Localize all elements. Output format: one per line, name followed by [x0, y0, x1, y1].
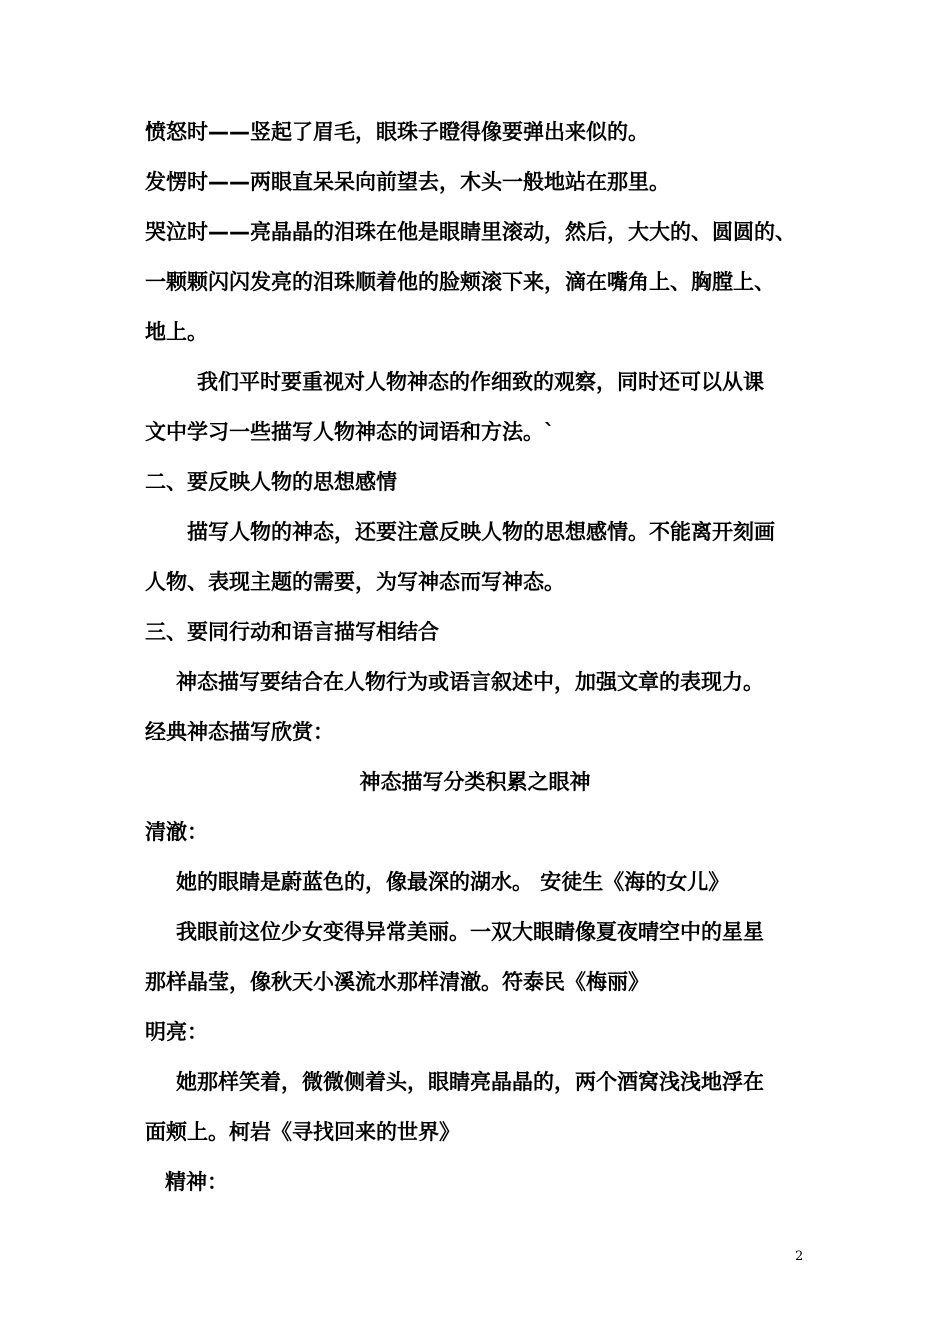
quote-meili: 我眼前这位少女变得异常美丽。一双大眼睛像夏夜晴空中的星星 — [176, 920, 764, 944]
quote-keyan: 她那样笑着，微微侧着头，眼睛亮晶晶的，两个酒窝浅浅地浮在 — [176, 1070, 764, 1094]
quote-meili-cont: 那样晶莹，像秋天小溪流水那样清澈。符泰民《梅丽》 — [145, 970, 649, 994]
category-bright: 明亮： — [145, 1020, 208, 1044]
paragraph-feelings: 描写人物的神态，还要注意反映人物的思想感情。不能离开刻画 — [187, 520, 775, 544]
text-line-anger: 愤怒时——竖起了眉毛，眼珠子瞪得像要弹出来似的。 — [145, 120, 649, 144]
text-line-stunned: 发愣时——两眼直呆呆向前望去，木头一般地站在那里。 — [145, 170, 670, 194]
paragraph-observe-cont: 文中学习一些描写人物神态的词语和方法。` — [145, 420, 555, 444]
paragraph-feelings-cont: 人物、表现主题的需要，为写神态而写神态。 — [145, 570, 565, 594]
quote-keyan-cont: 面颊上。柯岩《寻找回来的世界》 — [145, 1120, 460, 1144]
centered-title: 神态描写分类积累之眼神 — [359, 770, 591, 794]
page-number: 2 — [795, 1249, 804, 1264]
category-clear: 清澈： — [145, 820, 208, 844]
text-line-crying-end: 地上。 — [145, 320, 208, 344]
category-spirited: 精神： — [165, 1170, 228, 1194]
text-line-crying-cont: 一颗颗闪闪发亮的泪珠顺着他的脸颊滚下来，滴在嘴角上、胸膛上、 — [145, 270, 775, 294]
paragraph-observe: 我们平时要重视对人物神态的作细致的观察，同时还可以从课 — [197, 370, 764, 394]
paragraph-combine: 神态描写要结合在人物行为或语言叙述中，加强文章的表现力。 — [176, 670, 764, 694]
section-heading-2: 二、要反映人物的思想感情 — [145, 470, 397, 494]
section-heading-3: 三、要同行动和语言描写相结合 — [145, 620, 439, 644]
quote-andersen: 她的眼睛是蔚蓝色的，像最深的湖水。 安徒生《海的女儿》 — [176, 870, 730, 894]
classic-heading: 经典神态描写欣赏： — [145, 720, 334, 744]
text-line-crying: 哭泣时——亮晶晶的泪珠在他是眼睛里滚动，然后，大大的、圆圆的、 — [145, 220, 796, 244]
